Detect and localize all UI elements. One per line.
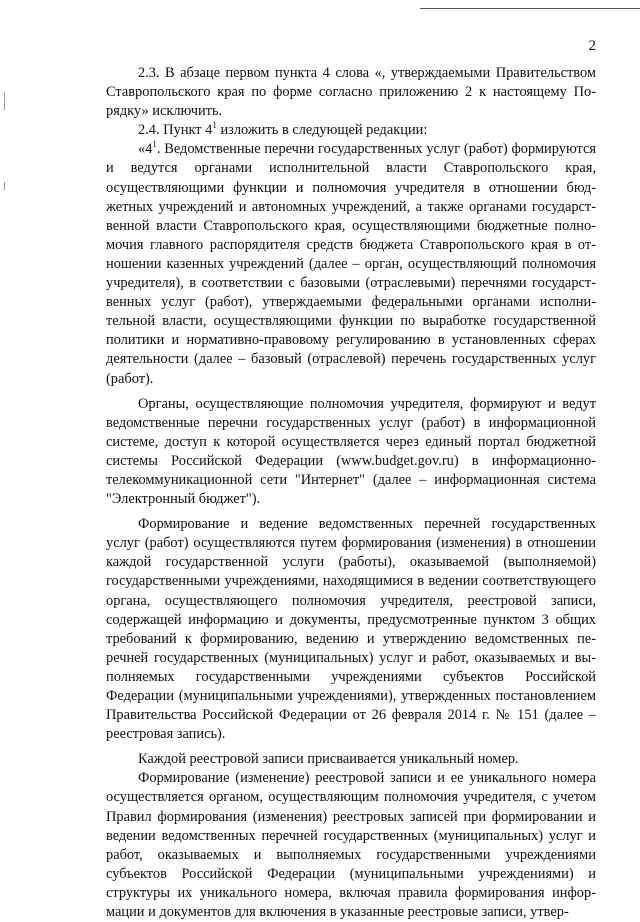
- header-rule: [420, 8, 640, 9]
- paragraph-2-3: 2.3. В абзаце первом пункта 4 слова «, утверждаемыми Правительством Ставропольского края по форме согласно приложению 2 к настоящему Порядку» исключить.: [106, 65, 596, 120]
- paragraph-record-formation: Формирование (изменение) реестровой записи и ее уникального номера осуществляется органом, осуществляющим полномочия учредителя, с учетом Правил формирования (изменения) реестровых записей при формировании и ведении ведомственных перечней государственных (муниципальных) услуг и работ, оказываемых и выполняемых государственными учреждениями субъектов Российской Федерации (муниципальными учреждениями) и структуры их уникального номера, включая правила формирования информации и документов для включения в указанные реестровые записи, утвер-: [106, 770, 596, 921]
- document-body: [106, 64, 596, 922]
- item-4-1-start: «4: [138, 141, 153, 158]
- paragraph-information-system: Органы, осуществляющие полномочия учредителя, формируют и ведут ведомственные перечни государственных услуг (работ) в информационной системе, доступ к которой осуществляется через единый портал бюджетной системы Российской Федерации (www.budget.gov.ru) в информационно-телекоммуникационной сети "Интернет" (далее – информационная система "Электронный бюджет").: [106, 395, 596, 508]
- superscript-index: 1: [212, 120, 217, 131]
- paragraph-item-4-1: [106, 140, 596, 388]
- paragraph-registry-records: Формирование и ведение ведомственных перечней государственных услуг (работ) осуществляются путем формирования (изменения) в отношении каждой государственной услуги (работы), оказываемой (выполняемой) государственными учреждениями, находящимися в ведении соответствующего органа, осуществляющего полномочия учредителя, реестровой записи, содержащей информацию и документы, предусмотренные пунктом 3 общих требований к формированию, ведению и утверждению ведомственных перечней государственных (муниципальных) услуг и работ, оказываемых и выполняемых государственными учреждениями субъектов Российской Федерации (муниципальными учреждениями), утвержденных постановлением Правительства Российской Федерации от 26 февраля 2014 г. № 151 (далее – реестровая запись).: [106, 516, 596, 743]
- paragraph-2-4: [106, 121, 596, 140]
- item-4-1-text: . Ведомственные перечни государственных услуг (работ) формируются и ведутся органами исполнительной власти Ставропольского края, осуществляющими функции и полномочия учредителя в отношении бюджетных учреждений и автономных учреждений, а также органами государственной власти Ставропольского края, осуществляющими бюджетные полномочия главного распорядителя средств бюджета Ставропольского края в отношении казенных учреждений (далее – орган, осуществляющий полномочия учредителя), в соответствии с базовыми (отраслевыми) перечнями государственных услуг (работ), утверждаемыми федеральными органами исполнительной власти, осуществляющими функции по выработке государственной политики и нормативно-правовому регулированию в установленных сферах деятельности (далее – базовый (отраслевой) перечень государственных услуг (работ).: [106, 141, 596, 387]
- scan-mark-bottom: [4, 182, 5, 190]
- paragraph-2-4-end: изложить в следующей редакции:: [216, 122, 428, 139]
- superscript-index: 1: [152, 139, 157, 150]
- page-number: 2: [588, 38, 596, 54]
- paragraph-2-4-start: 2.4. Пункт 4: [138, 122, 213, 139]
- scan-mark-top: [4, 92, 5, 110]
- paragraph-unique-number: Каждой реестровой записи присваивается уникальный номер.: [138, 751, 519, 768]
